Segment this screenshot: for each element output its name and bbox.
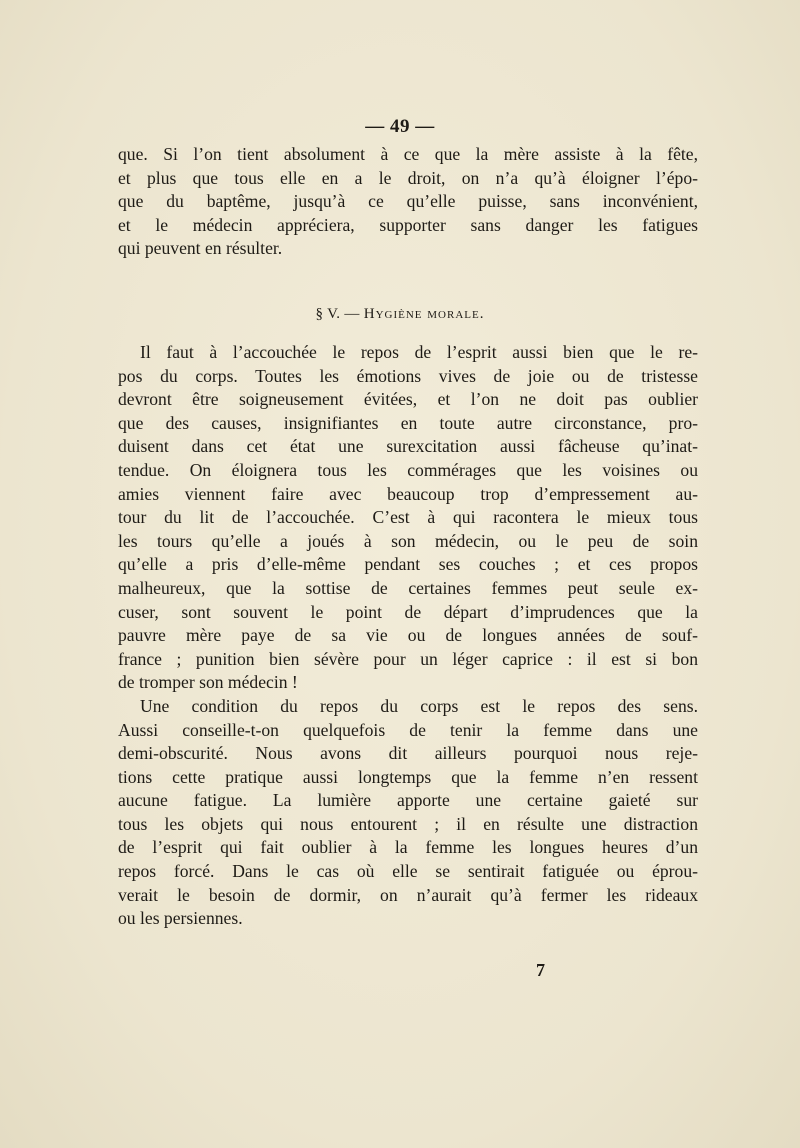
- text-line: repos forcé. Dans le cas où elle se sentirait fatiguée ou éprou-: [118, 861, 698, 882]
- top-paragraph: [118, 143, 698, 261]
- text-line: amies viennent faire avec beaucoup trop d’empressement au-: [118, 483, 698, 504]
- text-line: Aussi conseille-t-on quelquefois de tenir la femme dans une: [118, 719, 698, 740]
- text-line: que. Si l’on tient absolument à ce que la mère assiste à la fête,: [118, 144, 698, 164]
- text-line: Il faut à l’accouchée le repos de l’esprit aussi bien que le re-: [140, 342, 698, 362]
- text-line: tour du lit de l’accouchée. C’est à qui racontera le mieux tous: [118, 507, 698, 528]
- text-line: que des causes, insignifiantes en toute autre circonstance, pro-: [118, 412, 698, 433]
- text-line: aucune fatigue. La lumière apporte une certaine gaieté sur: [118, 790, 698, 811]
- text-line: et le médecin appréciera, supporter sans danger les fatigues: [118, 214, 698, 235]
- page-number: — 49 —: [365, 116, 435, 137]
- text-line: qui peuvent en résulter.: [118, 238, 283, 259]
- text-line: cuser, sont souvent le point de départ d’imprudences que la: [118, 601, 698, 622]
- text-line: de tromper son médecin !: [118, 672, 298, 693]
- text-line: tions cette pratique aussi longtemps que la femme n’en ressent: [118, 766, 698, 787]
- text-line: tendue. On éloignera tous les commérages que les voisines ou: [118, 459, 698, 480]
- main-text: [118, 341, 698, 931]
- text-line: pos du corps. Toutes les émotions vives de joie ou de tristesse: [118, 365, 698, 386]
- text-line: devront être soigneusement évitées, et l’on ne doit pas oublier: [118, 389, 698, 410]
- text-line: et plus que tous elle en a le droit, on n’a qu’à éloigner l’épo-: [118, 167, 698, 188]
- text-line: france ; punition bien sévère pour un léger caprice : il est si bon: [118, 648, 698, 669]
- text-line: tous les objets qui nous entourent ; il en résulte une distraction: [118, 813, 698, 834]
- text-line: de l’esprit qui fait oublier à la femme les longues heures d’un: [118, 837, 698, 858]
- text-line: pauvre mère paye de sa vie ou de longues années de souf-: [118, 625, 698, 646]
- section-number: § V. —: [315, 306, 360, 322]
- text-line: verait le besoin de dormir, on n’aurait qu’à fermer les rideaux: [118, 884, 698, 905]
- section-heading: [0, 306, 800, 323]
- text-line: malheureux, que la sottise de certaines femmes peut seule ex-: [118, 577, 698, 598]
- text-line: ou les persiennes.: [118, 908, 243, 929]
- text-line: les tours qu’elle a joués à son médecin, ou le peu de soin: [118, 530, 698, 551]
- text-line: Une condition du repos du corps est le repos des sens.: [140, 695, 698, 716]
- signature-mark: 7: [536, 960, 545, 980]
- text-line: que du baptême, jusqu’à ce qu’elle puisse, sans inconvénient,: [118, 191, 698, 212]
- text-line: demi-obscurité. Nous avons dit ailleurs pourquoi nous reje-: [118, 743, 698, 764]
- text-line: duisent dans cet état une surexcitation aussi fâcheuse qu’inat-: [118, 436, 698, 457]
- text-line: qu’elle a pris d’elle-même pendant ses couches ; et ces propos: [118, 554, 698, 575]
- section-title: Hygiène morale.: [363, 306, 485, 322]
